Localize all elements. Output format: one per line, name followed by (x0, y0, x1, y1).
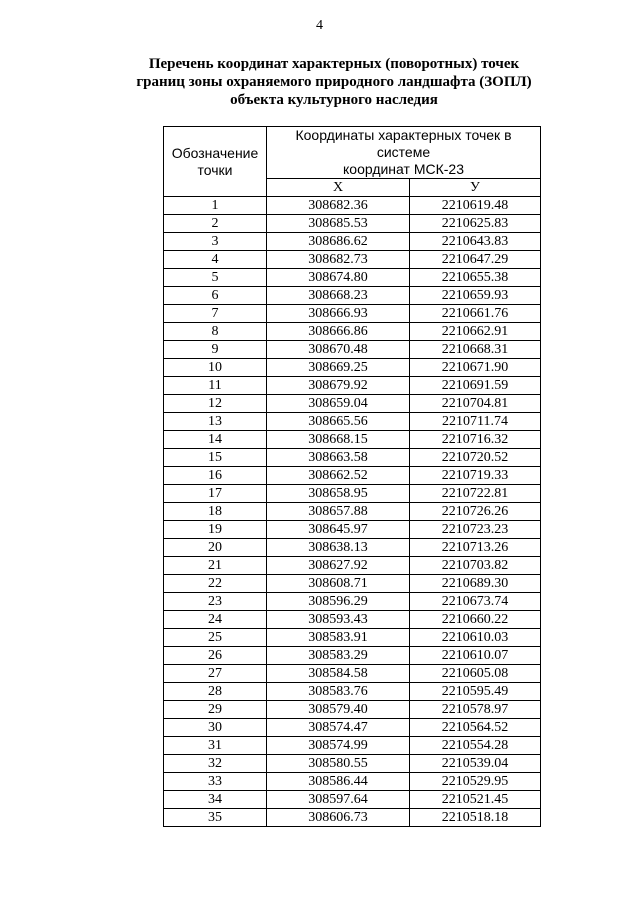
y-coordinate-cell: 2210554.28 (410, 737, 541, 755)
point-number-cell: 29 (164, 701, 267, 719)
document-title (100, 55, 568, 109)
point-number-cell: 12 (164, 395, 267, 413)
table-row (164, 467, 541, 485)
table-row (164, 431, 541, 449)
table-row (164, 413, 541, 431)
header-x: X (267, 179, 410, 197)
table-row (164, 791, 541, 809)
header-point-designation: Обозначение точки (164, 127, 267, 197)
point-number-cell: 11 (164, 377, 267, 395)
y-coordinate-cell: 2210564.52 (410, 719, 541, 737)
point-number-cell: 14 (164, 431, 267, 449)
point-number-cell: 5 (164, 269, 267, 287)
point-number-cell: 8 (164, 323, 267, 341)
y-coordinate-cell: 2210719.33 (410, 467, 541, 485)
title-line-1: Перечень координат характерных (поворотных) точек (148, 56, 520, 72)
y-coordinate-cell: 2210625.83 (410, 215, 541, 233)
y-coordinate-cell: 2210689.30 (410, 575, 541, 593)
y-coordinate-cell: 2210703.82 (410, 557, 541, 575)
table-body (164, 197, 541, 827)
title-line-2: границ зоны охраняемого природного ландшафта (ЗОПЛ) (136, 74, 532, 90)
y-coordinate-cell: 2210659.93 (410, 287, 541, 305)
point-number-cell: 20 (164, 539, 267, 557)
point-number-cell: 18 (164, 503, 267, 521)
table-row (164, 593, 541, 611)
y-coordinate-cell: 2210661.76 (410, 305, 541, 323)
point-number-cell: 28 (164, 683, 267, 701)
table-row (164, 197, 541, 215)
y-coordinate-cell: 2210647.29 (410, 251, 541, 269)
header-coordinate-system: Координаты характерных точек в системе координат МСК-23 (267, 127, 541, 179)
table-row (164, 683, 541, 701)
y-coordinate-cell: 2210578.97 (410, 701, 541, 719)
point-number-cell: 27 (164, 665, 267, 683)
point-number-cell: 23 (164, 593, 267, 611)
table-row (164, 395, 541, 413)
y-coordinate-cell: 2210660.22 (410, 611, 541, 629)
point-number-cell: 22 (164, 575, 267, 593)
x-coordinate-cell: 308682.36 (267, 197, 410, 215)
y-coordinate-cell: 2210619.48 (410, 197, 541, 215)
table-row (164, 719, 541, 737)
point-number-cell: 34 (164, 791, 267, 809)
y-coordinate-cell: 2210595.49 (410, 683, 541, 701)
x-coordinate-cell: 308597.64 (267, 791, 410, 809)
x-coordinate-cell: 308627.92 (267, 557, 410, 575)
y-coordinate-cell: 2210673.74 (410, 593, 541, 611)
x-coordinate-cell: 308638.13 (267, 539, 410, 557)
y-coordinate-cell: 2210539.04 (410, 755, 541, 773)
x-coordinate-cell: 308608.71 (267, 575, 410, 593)
table-row (164, 809, 541, 827)
x-coordinate-cell: 308583.29 (267, 647, 410, 665)
table-row (164, 611, 541, 629)
point-number-cell: 4 (164, 251, 267, 269)
table-row (164, 557, 541, 575)
y-coordinate-cell: 2210529.95 (410, 773, 541, 791)
point-number-cell: 24 (164, 611, 267, 629)
point-number-cell: 31 (164, 737, 267, 755)
x-coordinate-cell: 308657.88 (267, 503, 410, 521)
y-coordinate-cell: 2210610.03 (410, 629, 541, 647)
table-row (164, 737, 541, 755)
table-row (164, 575, 541, 593)
table-row (164, 503, 541, 521)
x-coordinate-cell: 308674.80 (267, 269, 410, 287)
x-coordinate-cell: 308670.48 (267, 341, 410, 359)
y-coordinate-cell: 2210518.18 (410, 809, 541, 827)
table-row (164, 521, 541, 539)
x-coordinate-cell: 308666.86 (267, 323, 410, 341)
x-coordinate-cell: 308606.73 (267, 809, 410, 827)
table-row (164, 359, 541, 377)
point-number-cell: 10 (164, 359, 267, 377)
page-number: 4 (316, 18, 323, 33)
y-coordinate-cell: 2210713.26 (410, 539, 541, 557)
table-row (164, 629, 541, 647)
point-number-cell: 26 (164, 647, 267, 665)
table-row (164, 485, 541, 503)
point-number-cell: 7 (164, 305, 267, 323)
point-number-cell: 9 (164, 341, 267, 359)
y-coordinate-cell: 2210726.26 (410, 503, 541, 521)
point-number-cell: 30 (164, 719, 267, 737)
y-coordinate-cell: 2210720.52 (410, 449, 541, 467)
y-coordinate-cell: 2210610.07 (410, 647, 541, 665)
title-line-3: объекта культурного наследия (230, 92, 438, 108)
y-coordinate-cell: 2210711.74 (410, 413, 541, 431)
x-coordinate-cell: 308579.40 (267, 701, 410, 719)
y-coordinate-cell: 2210668.31 (410, 341, 541, 359)
y-coordinate-cell: 2210691.59 (410, 377, 541, 395)
x-coordinate-cell: 308686.62 (267, 233, 410, 251)
x-coordinate-cell: 308574.99 (267, 737, 410, 755)
point-number-cell: 25 (164, 629, 267, 647)
x-coordinate-cell: 308668.15 (267, 431, 410, 449)
x-coordinate-cell: 308685.53 (267, 215, 410, 233)
table-row (164, 755, 541, 773)
table-row (164, 701, 541, 719)
table-row (164, 773, 541, 791)
y-coordinate-cell: 2210704.81 (410, 395, 541, 413)
point-number-cell: 13 (164, 413, 267, 431)
table-row (164, 665, 541, 683)
y-coordinate-cell: 2210722.81 (410, 485, 541, 503)
header-y: У (410, 179, 541, 197)
point-number-cell: 32 (164, 755, 267, 773)
point-number-cell: 17 (164, 485, 267, 503)
point-number-cell: 16 (164, 467, 267, 485)
x-coordinate-cell: 308574.47 (267, 719, 410, 737)
table-row (164, 215, 541, 233)
x-coordinate-cell: 308593.43 (267, 611, 410, 629)
x-coordinate-cell: 308586.44 (267, 773, 410, 791)
x-coordinate-cell: 308668.23 (267, 287, 410, 305)
x-coordinate-cell: 308658.95 (267, 485, 410, 503)
coordinates-table (163, 126, 541, 827)
x-coordinate-cell: 308583.91 (267, 629, 410, 647)
table-row (164, 233, 541, 251)
table-row (164, 377, 541, 395)
point-number-cell: 3 (164, 233, 267, 251)
x-coordinate-cell: 308666.93 (267, 305, 410, 323)
table-row (164, 341, 541, 359)
table-row (164, 449, 541, 467)
point-number-cell: 33 (164, 773, 267, 791)
table-row (164, 287, 541, 305)
x-coordinate-cell: 308669.25 (267, 359, 410, 377)
table-row (164, 539, 541, 557)
table-row (164, 269, 541, 287)
point-number-cell: 6 (164, 287, 267, 305)
point-number-cell: 1 (164, 197, 267, 215)
x-coordinate-cell: 308665.56 (267, 413, 410, 431)
point-number-cell: 19 (164, 521, 267, 539)
x-coordinate-cell: 308584.58 (267, 665, 410, 683)
y-coordinate-cell: 2210655.38 (410, 269, 541, 287)
y-coordinate-cell: 2210716.32 (410, 431, 541, 449)
x-coordinate-cell: 308662.52 (267, 467, 410, 485)
point-number-cell: 15 (164, 449, 267, 467)
x-coordinate-cell: 308645.97 (267, 521, 410, 539)
x-coordinate-cell: 308580.55 (267, 755, 410, 773)
y-coordinate-cell: 2210643.83 (410, 233, 541, 251)
x-coordinate-cell: 308583.76 (267, 683, 410, 701)
table-row (164, 305, 541, 323)
point-number-cell: 21 (164, 557, 267, 575)
y-coordinate-cell: 2210723.23 (410, 521, 541, 539)
y-coordinate-cell: 2210605.08 (410, 665, 541, 683)
x-coordinate-cell: 308659.04 (267, 395, 410, 413)
y-coordinate-cell: 2210671.90 (410, 359, 541, 377)
x-coordinate-cell: 308682.73 (267, 251, 410, 269)
y-coordinate-cell: 2210521.45 (410, 791, 541, 809)
y-coordinate-cell: 2210662.91 (410, 323, 541, 341)
x-coordinate-cell: 308663.58 (267, 449, 410, 467)
table-row (164, 251, 541, 269)
point-number-cell: 35 (164, 809, 267, 827)
x-coordinate-cell: 308679.92 (267, 377, 410, 395)
x-coordinate-cell: 308596.29 (267, 593, 410, 611)
table-row (164, 323, 541, 341)
point-number-cell: 2 (164, 215, 267, 233)
table-row (164, 647, 541, 665)
